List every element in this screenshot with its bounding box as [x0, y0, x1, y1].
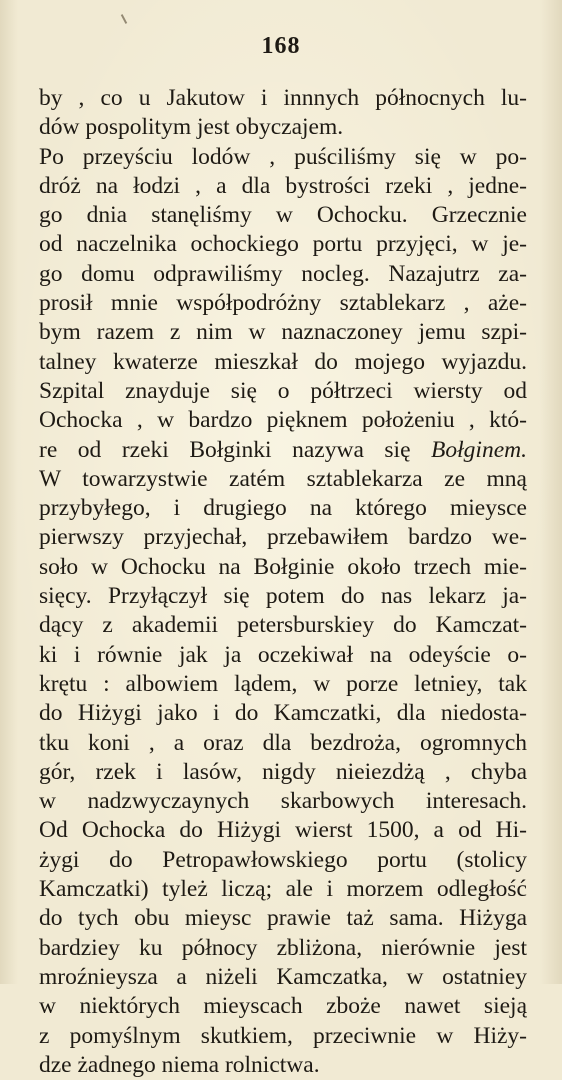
text-line: Szpital znayduje się o półtrzeci wiersty od — [39, 377, 527, 404]
text-line: pierwszy przyjechał, przebawiłem bardzo we- — [39, 524, 527, 551]
text-line: Od Ochocka do Hiżygi wierst 1500, a od Hi- — [39, 817, 527, 844]
text-line: w niektórych mieyscach zboże nawet sieją — [39, 993, 527, 1020]
text-line: dze żadnego niema rolnictwa. — [39, 1051, 320, 1078]
body-text — [39, 84, 527, 1080]
text-line: bym razem z nim w naznaczoney jemu szpi- — [39, 319, 527, 346]
text-line: do tych obu mieysc prawie taż sama. Hiżyga — [39, 905, 527, 932]
text-line: tku koni , a oraz dla bezdroża, ogromnych — [39, 729, 527, 756]
text-line: gór, rzek i lasów, nigdy nieiezdżą , chyba — [39, 758, 527, 785]
text-line: z pomyślnym skutkiem, przeciwnie w Hiży- — [39, 1022, 527, 1049]
text-line: by , co u Jakutow i innnych północnych lu- — [39, 85, 527, 111]
text-line: dróż na łodzi , a dla bystrości rzeki , jedne- — [39, 172, 527, 199]
text-line: Kamczatki) tyleż liczą; ale i morzem odległość — [39, 876, 527, 903]
text-line: dący z akademii petersburskiey do Kamczat- — [39, 612, 527, 639]
text-line: przybyłego, i drugiego na którego mieysce — [39, 495, 527, 522]
text-line: talney kwaterze mieszkał do mojego wyjazdu. — [39, 348, 527, 375]
text-line: go domu odprawiliśmy nocleg. Nazajutrz za- — [39, 260, 527, 287]
text-line: go dnia stanęliśmy w Ochocku. Grzecznie — [39, 202, 527, 229]
text-line: Ochocka , w bardzo pięknem położeniu , któ- — [39, 407, 527, 434]
text-line: ki i równie jak ja oczekiwał na odeyście o- — [39, 641, 527, 668]
text-line: sięcy. Przyłączył się potem do nas lekarz ja- — [39, 583, 527, 610]
italic-phrase: Bołginem. — [431, 436, 527, 463]
text-line: prosił mnie współpodróżny sztablekarz , aże- — [39, 290, 527, 317]
page-number: 168 — [261, 33, 301, 59]
ink-mark — [121, 14, 127, 24]
text-line: krętu : albowiem lądem, w porze letniey, tak — [39, 670, 527, 697]
text-line: W towarzystwie zatém sztablekarza ze mną — [39, 465, 527, 492]
text-line: żygi do Petropawłowskiego portu (stolicy — [39, 846, 527, 873]
text-line: Po przeyściu lodów , puściliśmy się w po- — [39, 143, 527, 170]
text-line: w nadzwyczaynych skarbowych interesach. — [39, 788, 527, 815]
text-line: bardziey ku północy zbliżona, nierównie jest — [39, 934, 527, 961]
text-line-with-italic — [39, 436, 527, 465]
text-line: soło w Ochocku na Bołginie około trzech mie- — [39, 553, 527, 580]
text-line: od naczelnika ochockiego portu przyjęci, w je- — [39, 231, 527, 258]
text-line: dów pospolitym jest obyczajem. — [39, 114, 344, 141]
text-line: mroźnieysza a niżeli Kamczatka, w ostatniey — [39, 963, 527, 990]
text-line-start: re od rzeki Bołginki nazywa się — [39, 436, 432, 463]
text-line: do Hiżygi jako i do Kamczatki, dla niedosta- — [39, 700, 527, 727]
